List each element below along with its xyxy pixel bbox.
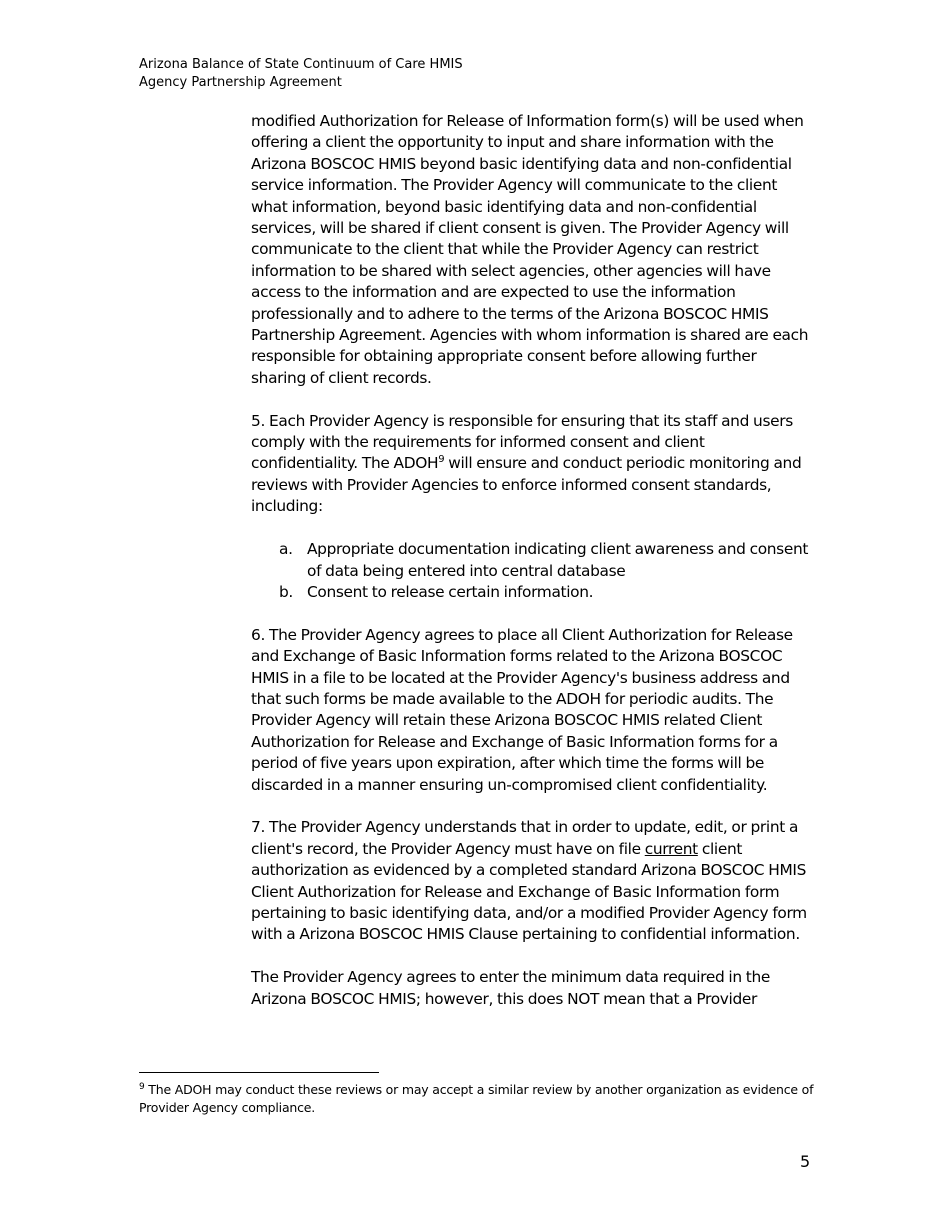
section-5-text-start: 5. Each Provider Agency is responsible for ensuring that its staff and users comply with the requirements for informed consent and client confidentiality. The ADOH (251, 411, 793, 473)
underlined-current: current (644, 839, 698, 858)
section-7-paragraph (251, 817, 811, 945)
page-number: 5 (800, 1152, 811, 1171)
document-body (251, 111, 811, 1031)
footnote-reference: 9 (438, 454, 445, 466)
list-item-text: Consent to release certain information. (307, 582, 594, 601)
list-marker: b. (279, 582, 293, 601)
list-item (251, 582, 811, 603)
minimum-data-paragraph: The Provider Agency agrees to enter the minimum data required in the Arizona BOSCOC HMIS; however, this does NOT mean that a Provider (251, 968, 770, 1008)
section-5-paragraph (251, 411, 811, 518)
footnote-text: The ADOH may conduct these reviews or may accept a similar review by another organization as evidence of Provider Agency compliance. (139, 1082, 814, 1115)
continued-paragraph: modified Authorization for Release of Information form(s) will be used when offering a client the opportunity to input and share information with the Arizona BOSCOC HMIS beyond basic identifying data and non-confidential service information. The Provider Agency will communicate to the client what information, beyond basic identifying data and non-confidential services, will be shared if client consent is given. The Provider Agency will communicate to the client that while the Provider Agency can restrict information to be shared with select agencies, other agencies will have access to the information and are expected to use the information professionally and to adhere to the terms of the Arizona BOSCOC HMIS Partnership Agreement. Agencies with whom information is shared are each responsible for obtaining appropriate consent before allowing further sharing of client records. (251, 112, 809, 387)
section-6-paragraph: 6. The Provider Agency agrees to place all Client Authorization for Release and Exchange of Basic Information forms related to the Arizona BOSCOC HMIS in a file to be located at the Provider Agency's business address and that such forms be made available to the ADOH for periodic audits. The Provider Agency will retain these Arizona BOSCOC HMIS related Client Authorization for Release and Exchange of Basic Information forms for a period of five years upon expiration, after which time the forms will be discarded in a manner ensuring un-compromised client confidentiality. (251, 625, 793, 794)
list-item (251, 539, 811, 582)
footnote-number: 9 (139, 1082, 145, 1092)
header-title: Arizona Balance of State Continuum of Care HMIS (139, 57, 463, 72)
header-subtitle: Agency Partnership Agreement (139, 75, 342, 90)
consent-standards-list (251, 539, 811, 603)
list-marker: a. (279, 540, 293, 559)
footnote (139, 1081, 819, 1117)
list-item-text: Appropriate documentation indicating client awareness and consent of data being entered into central database (307, 540, 809, 580)
page-header (139, 56, 463, 92)
section-5-text-end: will ensure and conduct periodic monitoring and reviews with Provider Agencies to enforce informed consent standards, including: (251, 454, 802, 516)
section-7-text-end: client authorization as evidenced by a completed standard Arizona BOSCOC HMIS Client Authorization for Release and Exchange of Basic Information form pertaining to basic identifying data, and/or a modified Provider Agency form with a Arizona BOSCOC HMIS Clause pertaining to confidential information. (251, 839, 807, 944)
section-7-text-start: 7. The Provider Agency understands that in order to update, edit, or print a client's record, the Provider Agency must have on file (251, 818, 799, 858)
footnote-divider (139, 1072, 379, 1073)
